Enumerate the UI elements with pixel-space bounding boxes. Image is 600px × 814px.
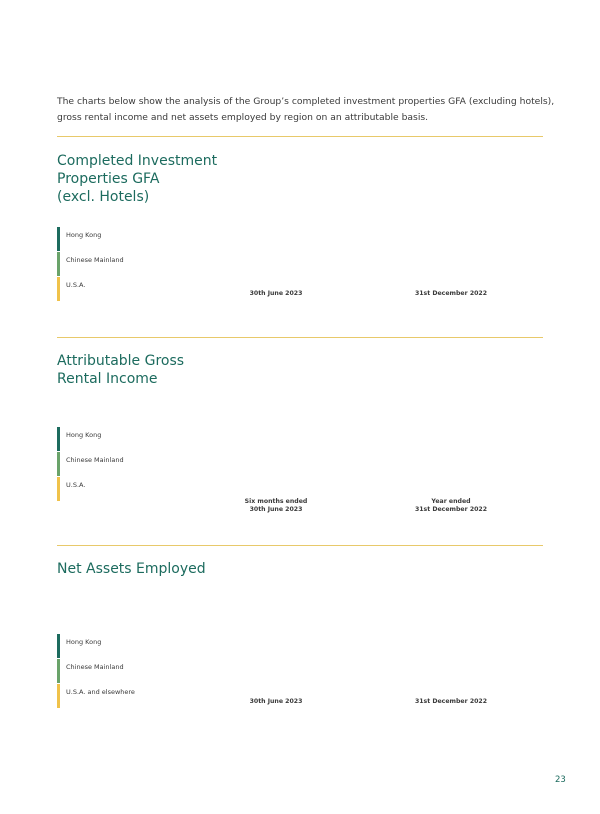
column-label-current <box>226 498 326 514</box>
column-label-line2: 31st December 2022 <box>414 290 488 297</box>
column-label-line1: Year ended <box>431 498 471 505</box>
legend-swatch <box>57 427 60 451</box>
legend-item-hong-kong <box>57 634 257 659</box>
page-number: 23 <box>555 775 566 785</box>
legend-swatch <box>57 452 60 476</box>
legend-label: Hong Kong <box>66 431 102 439</box>
column-label-line2: 30th June 2023 <box>249 290 303 297</box>
legend-label: U.S.A. <box>66 281 86 289</box>
legend-swatch <box>57 227 60 251</box>
intro-text: The charts below show the analysis of the Group’s completed investment properties GFA (excluding hotels), gross rental income and net assets employed by region on an attributable basis. <box>57 96 555 123</box>
title-line: Completed Investment <box>57 153 218 169</box>
title-line: Net Assets Employed <box>57 561 206 577</box>
section-title-net-assets <box>57 560 206 578</box>
legend-label: Chinese Mainland <box>66 456 124 464</box>
legend-item-hong-kong <box>57 227 257 252</box>
column-label-line2: 30th June 2023 <box>249 506 303 513</box>
legend-label: Hong Kong <box>66 638 102 646</box>
legend-item-chinese-mainland <box>57 252 257 277</box>
legend-item-chinese-mainland <box>57 452 257 477</box>
title-line: (excl. Hotels) <box>57 189 150 205</box>
legend-label: U.S.A. <box>66 481 86 489</box>
column-label-prior <box>401 698 501 706</box>
section-divider <box>57 337 543 338</box>
title-line: Attributable Gross <box>57 353 185 369</box>
column-label-current <box>226 290 326 298</box>
legend-label: Chinese Mainland <box>66 256 124 264</box>
column-label-line2: 31st December 2022 <box>414 506 488 513</box>
legend-swatch <box>57 659 60 683</box>
column-label-current <box>226 698 326 706</box>
column-label-line2: 30th June 2023 <box>249 698 303 705</box>
column-label-line1: Six months ended <box>244 498 308 505</box>
column-label-prior <box>401 290 501 298</box>
legend-label: Chinese Mainland <box>66 663 124 671</box>
title-line: Rental Income <box>57 371 158 387</box>
section-divider <box>57 545 543 546</box>
legend-label: U.S.A. and elsewhere <box>66 688 135 696</box>
title-line: Properties GFA <box>57 171 160 187</box>
legend-swatch <box>57 252 60 276</box>
legend-swatch <box>57 277 60 301</box>
column-label-prior <box>401 498 501 514</box>
legend-rental-income <box>57 427 257 502</box>
section-title-rental-income <box>57 352 184 388</box>
column-label-line2: 31st December 2022 <box>414 698 488 705</box>
legend-item-chinese-mainland <box>57 659 257 684</box>
section-title-gfa <box>57 152 217 206</box>
legend-item-hong-kong <box>57 427 257 452</box>
legend-swatch <box>57 477 60 501</box>
legend-swatch <box>57 634 60 658</box>
legend-label: Hong Kong <box>66 231 102 239</box>
section-divider <box>57 136 543 137</box>
legend-swatch <box>57 684 60 708</box>
